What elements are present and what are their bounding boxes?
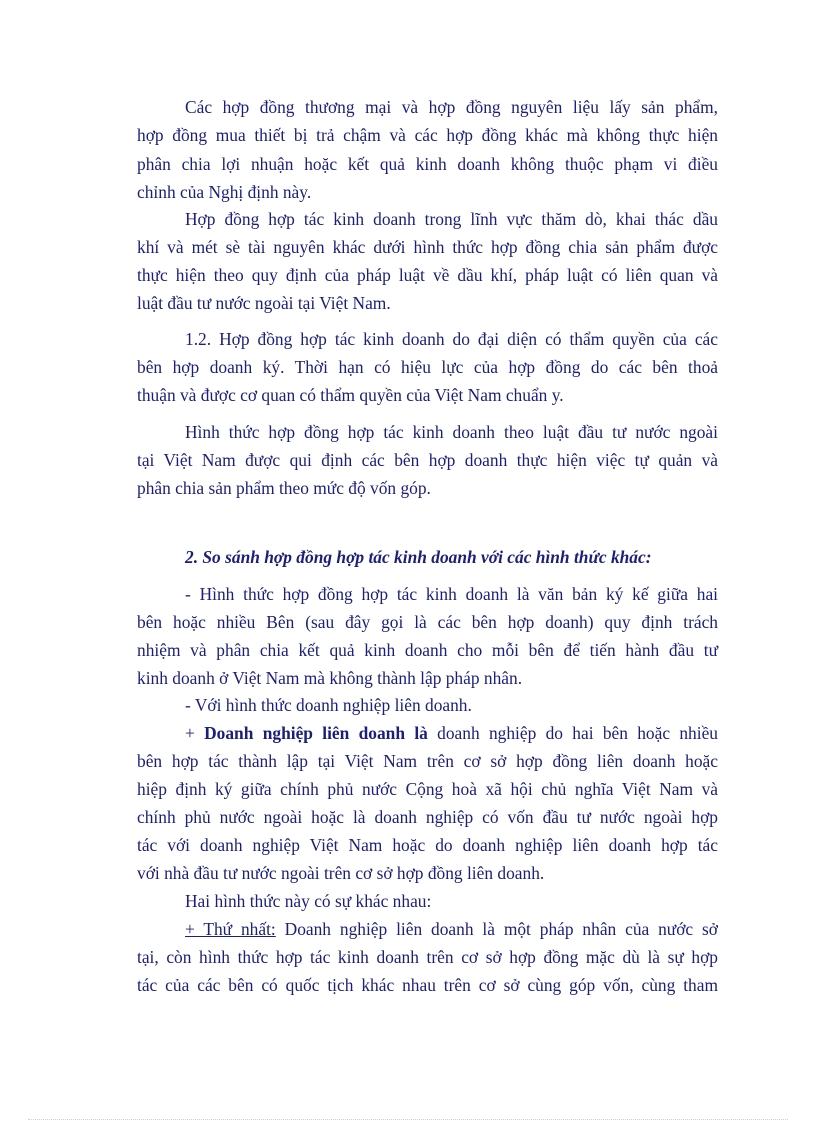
definition-line [185,719,718,747]
text-line: tại Việt Nam được qui định các bên hợp doanh thực hiện việc tự quản và [137,450,718,470]
text-line: khí và mét sè tài nguyên khác dưới hình thức hợp đồng chia sản phẩm được [137,237,718,257]
text-line: tác của các bên có quốc tịch khác nhau trên cơ sở cùng góp vốn, cùng tham [137,975,718,995]
section-heading: 2. So sánh hợp đồng hợp tác kinh doanh với các hình thức khác: [185,547,652,567]
text-line: kinh doanh ở Việt Nam mà không thành lập pháp nhân. [137,668,523,688]
text-line: 1.2. Hợp đồng hợp tác kinh doanh do đại diện có thẩm quyền của các [185,329,718,349]
text-line: hiệp định ký giữa chính phủ nước Cộng hoà xã hội chủ nghĩa Việt Nam và [137,779,718,799]
text-line: tại, còn hình thức hợp tác kinh doanh trên cơ sở hợp đồng mặc dù là sự hợp [137,947,718,967]
text-line: chính phủ nước ngoài hoặc là doanh nghiệp có vốn đầu tư nước ngoài hợp [137,807,718,827]
text-line: Hợp đồng hợp tác kinh doanh trong lĩnh vực thăm dò, khai thác dầu [185,209,718,229]
text-line: tác với doanh nghiệp Việt Nam hoặc do doanh nghiệp liên doanh hợp tác [137,835,718,855]
text-line: chỉnh của Nghị định này. [137,182,312,202]
text-line: bên hợp doanh ký. Thời hạn có hiệu lực của hợp đồng do các bên thoả [137,357,718,377]
text-line: Các hợp đồng thương mại và hợp đồng nguyên liệu lấy sản phẩm, [185,97,718,117]
text-line: phân chia lợi nhuận hoặc kết quả kinh doanh không thuộc phạm vi điều [137,154,718,174]
text-run: doanh nghiệp do hai bên hoặc nhiều [427,723,718,743]
text-line: Hình thức hợp đồng hợp tác kinh doanh theo luật đầu tư nước ngoài [185,422,718,442]
point-line [185,915,718,943]
text-line: - Hình thức hợp đồng hợp tác kinh doanh là văn bản ký kế giữa hai [185,584,718,604]
text-line: - Với hình thức doanh nghiệp liên doanh. [185,695,472,715]
text-line: với nhà đầu tư nước ngoài trên cơ sở hợp đồng liên doanh. [137,863,545,883]
text-line: thuận và được cơ quan có thẩm quyền của Việt Nam chuẩn y. [137,385,564,405]
bold-term: Doanh nghiệp liên doanh là [204,723,428,743]
text-line: Hai hình thức này có sự khác nhau: [185,891,432,911]
text-line: hợp đồng mua thiết bị trả chậm và các hợp đồng khác mà không thực hiện [137,125,718,145]
text-line: nhiệm và phân chia kết quả kinh doanh cho mỗi bên để tiến hành đầu tư [137,640,718,660]
text-line: luật đầu tư nước ngoài tại Việt Nam. [137,293,391,313]
text-line: bên hợp tác thành lập tại Việt Nam trên cơ sở hợp đồng liên doanh hoặc [137,751,718,771]
text-run: Doanh nghiệp liên doanh là một pháp nhân của nước sở [275,919,718,939]
text-line: thực hiện theo quy định của pháp luật về dầu khí, pháp luật có liên quan và [137,265,718,285]
underlined-term: + Thứ nhất: [185,919,276,939]
page-bottom-rule [28,1119,788,1120]
bullet-prefix: + [185,723,205,743]
text-line: phân chia sản phẩm theo mức độ vốn góp. [137,478,431,498]
text-line: bên hoặc nhiều Bên (sau đây gọi là các bên hợp doanh) quy định trách [137,612,718,632]
